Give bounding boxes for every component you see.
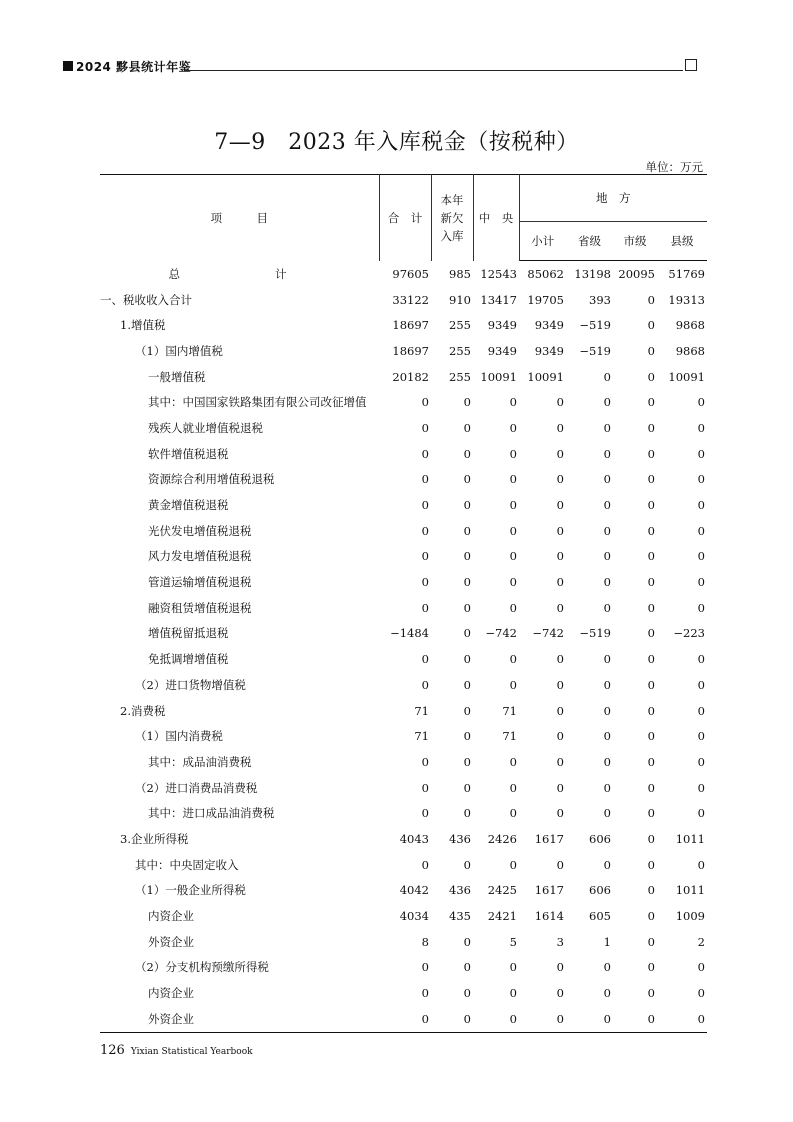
row-value: 0 [657,1006,707,1032]
table-row [100,723,707,749]
row-label: 软件增值税退税 [148,446,229,461]
row-value: 0 [603,754,611,769]
row-value: 18697 [392,343,429,358]
row-value: 0 [647,498,655,513]
row-value: 0 [463,754,471,769]
row-value: 0 [556,395,564,410]
row-value: 9868 [675,318,705,333]
row-value: 0 [566,1006,613,1032]
row-value: 0 [603,857,611,872]
row-value: 0 [697,806,705,821]
table-row [100,646,707,672]
row-label: 总 计 [168,266,311,281]
row-value: 0 [421,677,429,692]
table-row [100,852,707,878]
row-value: 0 [647,600,655,615]
header-central: 中 央 [473,175,519,261]
table-row [100,518,707,544]
row-value: 606 [589,883,611,898]
row-value: 71 [502,729,517,744]
row-value: 0 [603,549,611,564]
row-value: 0 [647,318,655,333]
row-value: 0 [556,420,564,435]
row-label: 3.企业所得税 [120,831,189,846]
table-title: 7—9 2023 年入库税金（按税种） [214,130,579,155]
row-value: 0 [421,780,429,795]
row-value: 0 [556,960,564,975]
row-value: 19313 [668,292,705,307]
row-value: 0 [463,600,471,615]
row-value: 1011 [675,883,705,898]
row-value: 33122 [392,292,429,307]
row-value: 0 [647,754,655,769]
row-value: 0 [556,472,564,487]
row-value: 4042 [399,883,429,898]
row-value: 0 [421,986,429,1001]
row-value: 0 [421,600,429,615]
row-value: 0 [647,395,655,410]
row-value: 3 [556,934,564,949]
row-label: 其中：进口成品油消费税 [148,806,275,821]
row-value: 0 [603,446,611,461]
row-value: 0 [556,857,564,872]
row-value: 0 [603,729,611,744]
row-label: 一般增值税 [148,369,206,384]
row-value: 0 [697,498,705,513]
row-value: 2426 [487,831,517,846]
row-label: 其中：中国国家铁路集团有限公司改征增值 [148,395,367,410]
row-value: 0 [509,446,517,461]
table-body [100,261,707,1033]
row-value: 0 [603,523,611,538]
row-value: 1617 [534,883,564,898]
row-value: 0 [697,446,705,461]
row-label: 一、税收收入合计 [100,292,192,307]
row-value: 0 [509,986,517,1001]
row-value: 0 [421,754,429,769]
row-value: 0 [463,934,471,949]
row-value: 0 [697,960,705,975]
row-value: 0 [421,395,429,410]
row-value: 0 [647,677,655,692]
header-total: 合 计 [379,175,431,261]
row-value: 0 [463,703,471,718]
row-value: 0 [603,806,611,821]
table-row [100,955,707,981]
row-value: 0 [647,472,655,487]
row-value: 0 [509,395,517,410]
table-row [100,800,707,826]
row-value: 71 [414,729,429,744]
row-value: 0 [463,575,471,590]
row-value: 12543 [480,266,517,281]
row-value: 71 [414,703,429,718]
row-value: 0 [613,1006,657,1032]
row-value: 0 [647,292,655,307]
row-value: 0 [556,652,564,667]
row-value: 0 [647,883,655,898]
row-value: 0 [509,549,517,564]
row-value: 0 [509,420,517,435]
row-label: 外资企业 [100,1006,379,1032]
row-value: 0 [421,549,429,564]
row-value: 0 [421,857,429,872]
table-row [100,415,707,441]
row-value: 0 [603,986,611,1001]
row-value: 0 [556,575,564,590]
row-label: （1）国内消费税 [135,729,223,744]
table-row [100,1006,707,1032]
row-value: −519 [579,626,611,641]
row-label: （1）一般企业所得税 [135,883,246,898]
row-value: 1617 [534,831,564,846]
row-value: 0 [463,960,471,975]
table-row [100,261,707,287]
row-value: 0 [421,446,429,461]
row-label: 增值税留抵退税 [148,626,229,641]
header-local-county: 县级 [657,222,707,261]
row-value: 0 [509,600,517,615]
row-value: 0 [647,806,655,821]
row-value: −742 [532,626,564,641]
row-value: 0 [647,831,655,846]
row-value: 0 [379,1006,431,1032]
page-number: 126 [100,1043,125,1058]
row-value: 0 [647,420,655,435]
row-value: 436 [449,831,471,846]
row-value: 0 [509,780,517,795]
row-label: 其中：成品油消费税 [148,754,252,769]
row-label: 内资企业 [148,986,194,1001]
row-value: 9349 [487,318,517,333]
row-value: 0 [509,575,517,590]
book-title-en: Yixian Statistical Yearbook [130,1047,253,1057]
row-value: 0 [603,677,611,692]
row-value: 0 [556,703,564,718]
row-value: 0 [697,575,705,590]
row-value: 0 [697,857,705,872]
row-value: 255 [449,369,471,384]
row-value: 13417 [480,292,517,307]
row-value: 4034 [399,909,429,924]
header-local: 地 方 [519,175,707,222]
row-value: 0 [463,420,471,435]
table-row [100,544,707,570]
row-value: 0 [556,600,564,615]
row-value: −742 [485,626,517,641]
row-value: 18697 [392,318,429,333]
row-value: 2425 [487,883,517,898]
row-value: 19705 [527,292,564,307]
row-value: 436 [449,883,471,898]
row-value: −223 [673,626,705,641]
row-label: 风力发电增值税退税 [148,549,252,564]
tax-revenue-table [100,174,707,1033]
row-value: 0 [647,960,655,975]
row-value: 8 [421,934,429,949]
row-label: 管道运输增值税退税 [148,575,252,590]
row-value: 0 [463,652,471,667]
row-value: 0 [647,934,655,949]
table-row [100,492,707,518]
row-value: 20095 [618,266,655,281]
row-value: 0 [647,523,655,538]
table-row [100,878,707,904]
square-bullet-icon [63,61,73,71]
row-value: 0 [603,472,611,487]
running-head [63,58,703,74]
row-value: 0 [509,857,517,872]
table-row [100,621,707,647]
table-row [100,312,707,338]
row-value: 0 [647,343,655,358]
table-row [100,672,707,698]
row-value: 0 [697,703,705,718]
row-value: 0 [697,780,705,795]
row-label: 光伏发电增值税退税 [148,523,252,538]
row-value: 0 [697,395,705,410]
row-value: 0 [463,677,471,692]
row-label: 内资企业 [148,909,194,924]
row-value: 0 [509,806,517,821]
row-value: 0 [473,1006,519,1032]
row-value: 0 [556,780,564,795]
row-value: 0 [463,857,471,872]
table-row [100,389,707,415]
row-value: 0 [603,703,611,718]
row-value: 0 [697,677,705,692]
row-value: 9868 [675,343,705,358]
header-local-province: 省级 [566,222,613,261]
row-value: 0 [421,523,429,538]
row-value: 51769 [668,266,705,281]
row-value: 0 [697,472,705,487]
row-value: 0 [509,677,517,692]
table-row [100,826,707,852]
row-value: 85062 [527,266,564,281]
page-footer [100,1043,253,1058]
row-label: 外资企业 [148,934,194,949]
row-value: 606 [589,831,611,846]
row-value: 0 [556,549,564,564]
row-value: 10091 [480,369,517,384]
row-value: 0 [647,780,655,795]
row-value: 0 [509,754,517,769]
row-value: 0 [647,549,655,564]
row-label: 1.增值税 [120,318,166,333]
row-value: 9349 [487,343,517,358]
row-value: −519 [579,318,611,333]
row-value: 0 [697,600,705,615]
row-value: 0 [463,986,471,1001]
row-value: 255 [449,343,471,358]
row-value: 0 [647,446,655,461]
row-value: 0 [697,986,705,1001]
row-value: 0 [603,600,611,615]
row-label: 其中：中央固定收入 [135,857,239,872]
row-value: 0 [697,754,705,769]
row-label: 2.消费税 [120,703,166,718]
row-value: 0 [556,523,564,538]
row-value: 393 [589,292,611,307]
row-value: 0 [463,498,471,513]
row-value: 0 [463,446,471,461]
row-value: 0 [603,960,611,975]
row-value: 0 [509,652,517,667]
row-label: （1）国内增值税 [135,343,223,358]
row-value: 0 [463,806,471,821]
row-value: 0 [463,395,471,410]
row-value: 1009 [675,909,705,924]
header-item: 项 目 [100,175,379,261]
row-value: 0 [519,1006,566,1032]
row-label: 免抵调增增值税 [148,652,229,667]
row-value: 0 [647,575,655,590]
row-value: 435 [449,909,471,924]
row-value: 0 [556,677,564,692]
row-value: 0 [463,472,471,487]
row-value: 0 [421,575,429,590]
row-value: 0 [647,857,655,872]
row-value: 0 [647,986,655,1001]
row-value: −1484 [390,626,429,641]
row-value: 0 [603,395,611,410]
unit-label: 单位：万元 [645,160,703,174]
row-value: 0 [509,960,517,975]
table-row [100,338,707,364]
row-value: 0 [421,472,429,487]
row-value: 0 [421,498,429,513]
row-value: 13198 [574,266,611,281]
row-value: 0 [697,420,705,435]
square-outline-icon [685,59,697,71]
row-value: 0 [603,369,611,384]
row-value: 0 [556,498,564,513]
row-label: （2）分支机构预缴所得税 [135,960,269,975]
row-value: 1614 [534,909,564,924]
row-value: 255 [449,318,471,333]
row-value: 0 [509,498,517,513]
table-row [100,595,707,621]
row-value: 0 [647,626,655,641]
row-value: 0 [431,1006,473,1032]
row-value: 910 [449,292,471,307]
row-value: 0 [421,652,429,667]
row-value: 0 [556,754,564,769]
row-value: 0 [463,523,471,538]
header-new-arrears: 本年新欠入库 [431,175,473,261]
table-row [100,441,707,467]
row-value: 0 [697,523,705,538]
header-local-subtotal: 小计 [519,222,566,261]
row-label: （2）进口货物增值税 [135,677,246,692]
row-value: 4043 [399,831,429,846]
row-value: 0 [463,626,471,641]
row-value: 1 [603,934,611,949]
row-label: 残疾人就业增值税退税 [148,420,263,435]
row-value: 10091 [527,369,564,384]
row-value: 97605 [392,266,429,281]
row-value: 0 [556,806,564,821]
running-head-text: 2024 黟县统计年鉴 [76,60,192,74]
table-row [100,287,707,313]
row-value: 1011 [675,831,705,846]
row-value: 0 [697,652,705,667]
row-value: 0 [647,652,655,667]
row-value: 0 [556,729,564,744]
row-value: 0 [556,986,564,1001]
row-value: 0 [463,780,471,795]
row-value: 0 [556,446,564,461]
running-head-rule [185,70,683,71]
table-row [100,980,707,1006]
row-value: 0 [603,420,611,435]
table-row [100,364,707,390]
row-value: 0 [603,780,611,795]
row-value: 0 [463,729,471,744]
row-value: 605 [589,909,611,924]
table-row [100,749,707,775]
row-value: 0 [647,703,655,718]
row-value: 0 [421,420,429,435]
row-label: （2）进口消费品消费税 [135,780,258,795]
row-value: 10091 [668,369,705,384]
table-row [100,929,707,955]
row-value: 985 [449,266,471,281]
row-value: 0 [421,806,429,821]
row-value: 0 [647,909,655,924]
row-value: 0 [463,549,471,564]
row-value: 2421 [487,909,517,924]
row-value: −519 [579,343,611,358]
row-value: 0 [603,575,611,590]
row-value: 0 [421,960,429,975]
row-value: 71 [502,703,517,718]
row-value: 0 [509,523,517,538]
row-value: 0 [697,549,705,564]
table-row [100,903,707,929]
row-value: 0 [647,369,655,384]
header-local-city: 市级 [613,222,657,261]
table-row [100,467,707,493]
row-value: 0 [697,729,705,744]
row-value: 0 [603,652,611,667]
row-value: 2 [697,934,705,949]
row-value: 5 [509,934,517,949]
row-value: 0 [509,472,517,487]
row-value: 0 [603,498,611,513]
row-value: 0 [647,729,655,744]
table-row [100,698,707,724]
row-value: 9349 [534,318,564,333]
row-label: 融资租赁增值税退税 [148,600,252,615]
table-row [100,569,707,595]
row-value: 20182 [392,369,429,384]
row-label: 黄金增值税退税 [148,498,229,513]
row-value: 9349 [534,343,564,358]
row-label: 资源综合利用增值税退税 [148,472,275,487]
table-row [100,775,707,801]
